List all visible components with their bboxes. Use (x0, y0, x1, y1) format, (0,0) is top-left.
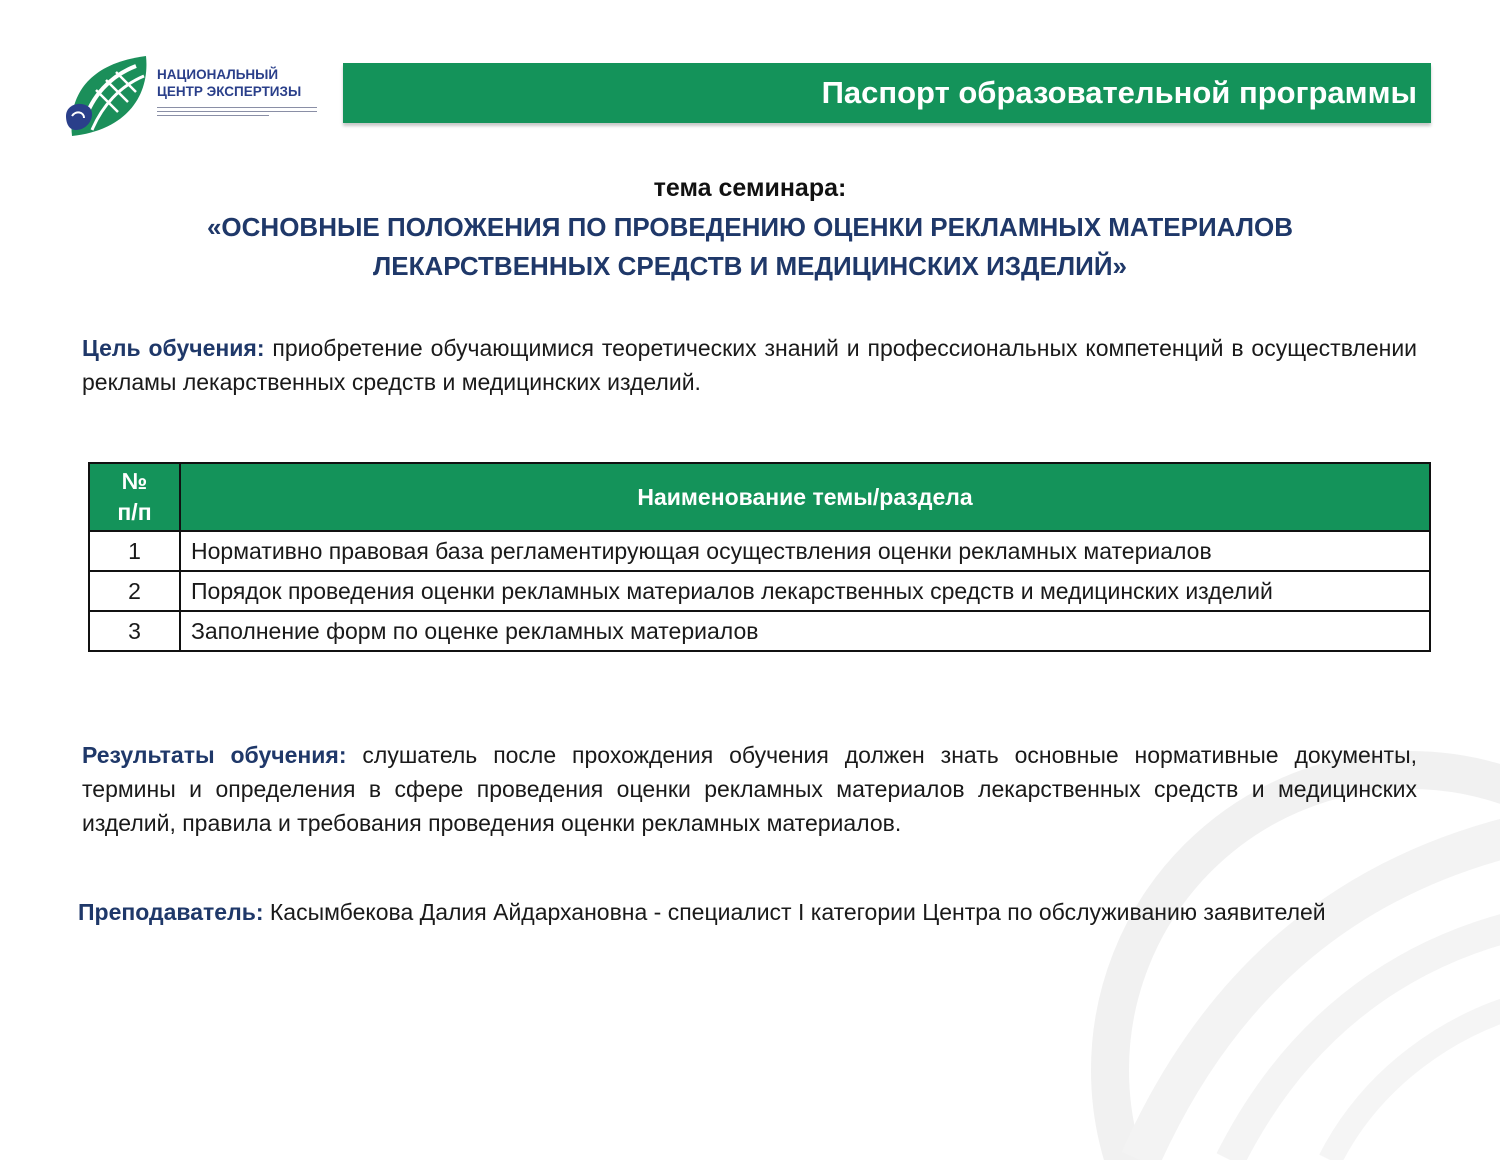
teacher-text: Касымбекова Далия Айдархановна - специалист I категории Центра по обслуживанию заявителей (269, 899, 1326, 925)
topics-table (88, 462, 1431, 652)
table-header-num-line1: № (121, 468, 148, 494)
row-number: 3 (89, 611, 180, 651)
learning-goal-label: Цель обучения: (82, 335, 265, 361)
learning-goal (82, 331, 1417, 399)
table-header-name: Наименование темы/раздела (180, 463, 1430, 531)
teacher-info (78, 895, 1413, 929)
header-bar (343, 63, 1431, 123)
page-title: Паспорт образовательной программы (821, 75, 1417, 110)
table-row (89, 611, 1430, 651)
topic-title-line1: «ОСНОВНЫЕ ПОЛОЖЕНИЯ ПО ПРОВЕДЕНИЮ ОЦЕНКИ РЕКЛАМНЫХ МАТЕРИАЛОВ (206, 212, 1294, 242)
learning-results-label: Результаты обучения: (82, 742, 347, 768)
topic-title (80, 208, 1420, 286)
topic-label: тема семинара: (653, 174, 847, 202)
table-row (89, 571, 1430, 611)
table-row (89, 531, 1430, 571)
table-header-num-line2: п/п (117, 499, 152, 525)
teacher-label: Преподаватель: (78, 899, 264, 925)
learning-results (82, 738, 1417, 840)
logo-subtitle-lines (157, 105, 317, 116)
row-topic-name: Нормативно правовая база регламентирующая осуществления оценки рекламных материалов (180, 531, 1430, 571)
table-header-row (89, 463, 1430, 531)
learning-goal-text: приобретение обучающимися теоретических знаний и профессиональных компетенций в осуществлении рекламы лекарственных средств и медицинских изделий. (82, 335, 1418, 395)
learning-results-text: слушатель после прохождения обучения должен знать основные нормативные документы, термины и определения в сфере проведения оценки рекламных материалов лекарственных средств и медицинских изделий, правила и требования проведения оценки рекламных материалов. (82, 742, 1418, 836)
row-topic-name: Порядок проведения оценки рекламных материалов лекарственных средств и медицинских изделий (180, 571, 1430, 611)
topic-title-line2: ЛЕКАРСТВЕННЫХ СРЕДСТВ И МЕДИЦИНСКИХ ИЗДЕЛИЙ» (372, 251, 1127, 281)
leaf-dna-logo-icon (62, 50, 152, 142)
row-number: 2 (89, 571, 180, 611)
logo-name-line1: НАЦИОНАЛЬНЫЙ (157, 67, 279, 82)
organization-logo (62, 50, 322, 142)
logo-name-line2: ЦЕНТР ЭКСПЕРТИЗЫ (157, 84, 302, 99)
table-header-num (89, 463, 180, 531)
row-number: 1 (89, 531, 180, 571)
row-topic-name: Заполнение форм по оценке рекламных материалов (180, 611, 1430, 651)
